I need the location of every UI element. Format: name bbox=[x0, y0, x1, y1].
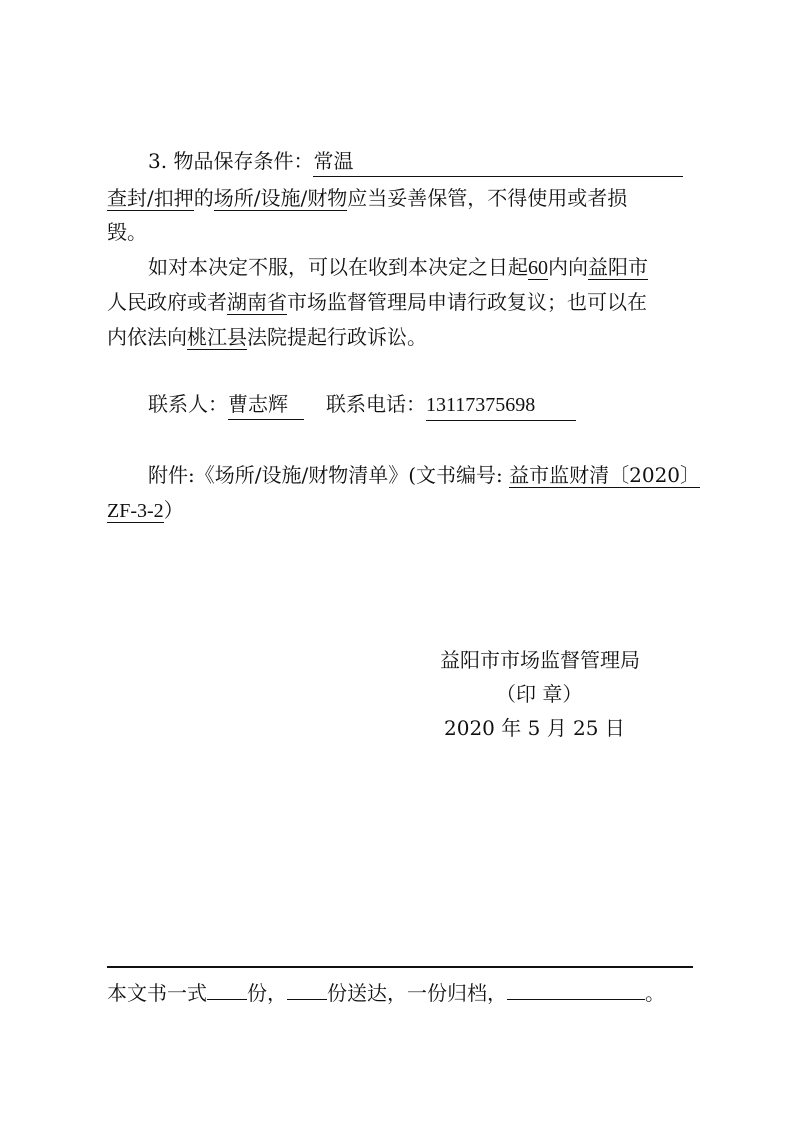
custody-measure: 查封/扣押 bbox=[107, 186, 194, 210]
appeal-line-3 bbox=[107, 322, 427, 352]
appeal-province: 湖南省 bbox=[227, 290, 287, 314]
appeal-text-2: 内向 bbox=[548, 255, 588, 279]
contact-person-label: 联系人： bbox=[148, 392, 228, 416]
attachment-close: ） bbox=[163, 498, 184, 522]
contact-phone: 13117375698 bbox=[426, 390, 576, 421]
storage-condition-line bbox=[148, 146, 683, 176]
attachment-line bbox=[148, 460, 700, 490]
custody-de: 的 bbox=[193, 186, 214, 210]
copies-total-blank bbox=[207, 977, 247, 1000]
appeal-text-1: 如对本决定不服，可以在收到本决定之日起 bbox=[148, 255, 528, 279]
attachment-line-2 bbox=[107, 495, 184, 525]
footer-line bbox=[107, 977, 665, 1007]
appeal-line-1 bbox=[148, 252, 648, 282]
appeal-line-2 bbox=[107, 287, 647, 317]
footer-text-2: 份， bbox=[247, 981, 287, 1005]
custody-text-cont: 毁。 bbox=[107, 220, 147, 244]
footer-rule bbox=[107, 966, 693, 968]
issue-date: 2020 年 5 月 25 日 bbox=[444, 716, 625, 740]
archive-blank bbox=[507, 977, 645, 1000]
attachment-doc-no-cont: ZF-3-2 bbox=[107, 500, 164, 522]
attachment-label: 附件:《场所/设施/财物清单》(文书编号: bbox=[148, 463, 510, 487]
custody-line bbox=[107, 183, 627, 213]
custody-text: 应当妥善保管，不得使用或者损 bbox=[347, 186, 628, 210]
footer-text-3: 份送达，一份归档， bbox=[327, 981, 507, 1005]
contact-phone-label: 联系电话： bbox=[326, 392, 426, 416]
contact-line bbox=[148, 389, 576, 419]
custody-place: 场所/设施/财物 bbox=[213, 186, 348, 210]
appeal-text-4: 市场监督管理局申请行政复议；也可以在 bbox=[287, 290, 647, 314]
appeal-days: 60 bbox=[528, 257, 548, 279]
appeal-text-6: 法院提起行政诉讼。 bbox=[247, 325, 427, 349]
custody-line-2 bbox=[107, 217, 147, 247]
attachment-doc-no: 益市监财清〔2020〕 bbox=[509, 463, 701, 487]
appeal-court: 桃江县 bbox=[187, 325, 247, 349]
agency-name: 益阳市市场监督管理局 bbox=[440, 648, 640, 672]
copies-served-blank bbox=[287, 977, 327, 1000]
appeal-text-5: 内依法向 bbox=[107, 325, 187, 349]
appeal-gov: 益阳市 bbox=[588, 255, 648, 279]
storage-condition-label: 3. 物品保存条件： bbox=[148, 149, 314, 173]
contact-person: 曹志辉 bbox=[228, 389, 304, 420]
storage-condition-value: 常温 bbox=[313, 146, 683, 177]
seal-label: （印 章） bbox=[496, 682, 583, 706]
footer-text-1: 本文书一式 bbox=[107, 981, 207, 1005]
appeal-text-3: 人民政府或者 bbox=[107, 290, 227, 314]
footer-text-4: 。 bbox=[645, 981, 665, 1005]
